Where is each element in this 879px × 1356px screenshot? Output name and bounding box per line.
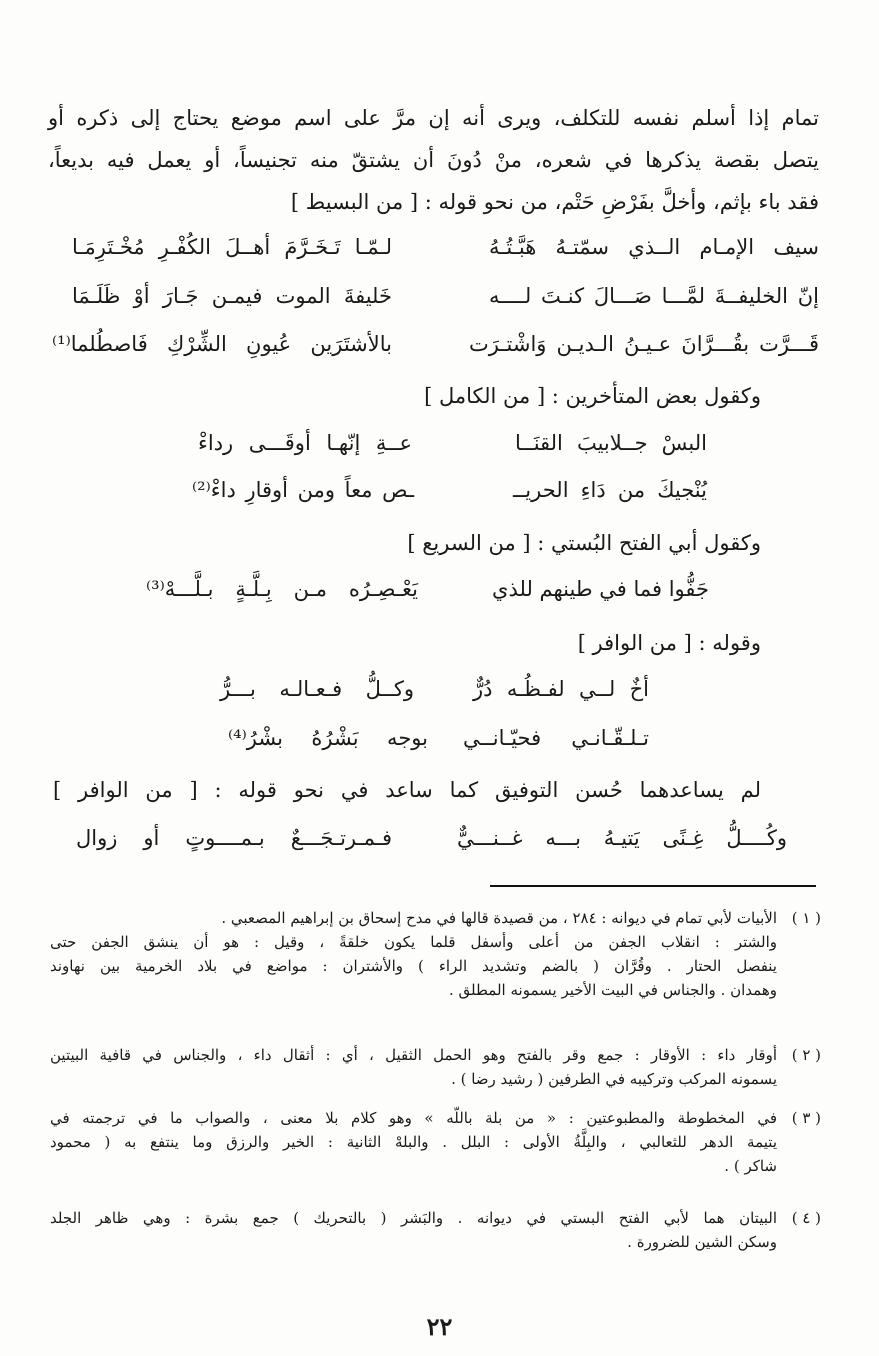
body-line: يتصل بقصة يذكرها في شعره، منْ دُونَ أن يشتقّ منه تجنيساً، أو يعمل فيه بديعاً، xyxy=(48,148,819,172)
verse-first-hemistich: جَفُّوا فما في طينهم للذي xyxy=(492,577,709,601)
footnote-line: ينفصل الحتار . وقُرَّان ( بالضم وتشديد الراء ) والأشتران : مواضع في بلاد الخرمية بين نهاوند xyxy=(50,957,777,975)
footnote-separator xyxy=(490,885,816,887)
verse-second-hemistich: خَليفةَ الموت فيمـن جَـارَ أوْ ظَلَـمَا xyxy=(72,284,392,308)
footnote-line: أوقار داء : الأوقار : جمع وقر بالفتح وهو الحمل الثقيل ، أي : أثقال داء ، والجناس في قافية البيتين xyxy=(50,1046,777,1064)
verse-second-hemistich: بوجه بَشْرُهُ بشْرُ⁽⁴⁾ xyxy=(228,726,428,750)
body-line: تمام إذا أسلم نفسه للتكلف، ويرى أنه إن مرَّ على اسم موضع يحتاج إلى ذكره أو xyxy=(48,106,819,130)
verse-first-hemistich: يُنْجيكَ من دَاءِ الحريــ xyxy=(513,478,707,502)
footnote-line: وهمدان . والجناس في البيت الأخير يسمونه المطلق . xyxy=(448,981,777,999)
footnote-line: شاكر ) . xyxy=(724,1157,777,1175)
verse-first-hemistich: سيف الإمـام الــذي سمّتـهُ هَبَّـتُـهُ xyxy=(489,235,819,259)
poem-intro: وكقول أبي الفتح البُستي : [ من السريع ] xyxy=(407,531,761,555)
verse-second-hemistich: لـمّـا تَـخَـرَّمَ أهــلَ الكُفْـرِ مُخْـتَرِمَـا xyxy=(72,235,392,259)
footnote xyxy=(50,1106,821,1178)
poem-intro: وقوله : [ من الوافر ] xyxy=(577,631,761,655)
verse-second-hemistich: عــةِ إنّهـا أوقَـــى رداءْ xyxy=(198,431,412,455)
footnote-line: الأبيات لأبي تمام في ديوانه : ٢٨٤ ، من قصيدة قالها في مدح إسحاق بن إبراهيم المصعبي . xyxy=(221,909,777,927)
verse-first-hemistich: وكُــــلُّ غِـنًى يَتيـهُ بـــه غــنـــيٌّ xyxy=(457,826,787,850)
footnote-number: ( ١ ) xyxy=(791,909,821,927)
verse-first-hemistich: إنّ الخليفــةَ لمَّـــا صَـــالَ كنـتَ لــــه xyxy=(489,284,819,308)
verse-second-hemistich: ـص معاً ومن أوقارِ داءْ⁽²⁾ xyxy=(192,478,414,502)
footnote-number: ( ٢ ) xyxy=(791,1046,821,1064)
footnote-line: والشتر : انقلاب الجفن من أعلى وأسفل قلما يكون خلقةً ، وقيل : هو أن ينشق الجفن حتى xyxy=(50,933,777,951)
footnote-line: البيتان هما لأبي الفتح البستي في ديوانه . والبَشر ( بالتحريك ) جمع بشرة : وهي ظاهر الجلد xyxy=(50,1209,777,1227)
verse-second-hemistich: بالأشتَرَين عُيونِ الشِّرْكِ فَاصطُلما⁽¹⁾ xyxy=(52,332,392,356)
poem-intro: لم يساعدهما حُسن التوفيق كما ساعد في نحو قوله : [ من الوافر ] xyxy=(53,778,761,802)
verse-first-hemistich: أخٌ لــي لفـظُـه دُرٌّ xyxy=(473,677,649,701)
body-line: فقد باء بإثم، وأخلَّ بفَرْضِ حَتْم، من نحو قوله : [ من البسيط ] xyxy=(290,190,819,214)
verse-first-hemistich: قَـــرَّت بقُـــرَّانَ عـيـنُ الـديـن وَاشْتـرَت xyxy=(469,332,819,356)
verse-first-hemistich: تـلـقّـانـي فحيّـانــي xyxy=(463,726,649,750)
verse-second-hemistich: وكــلُّ فـعـالـه بـــرُّ xyxy=(220,677,414,701)
footnote-line: يتيمة الدهر للثعالبي ، والبِلَّةُ الأولى : البلل . والبلهْ الثانية : الخير والرزق وما ينتفع به ( محمود xyxy=(50,1133,777,1151)
page-number: ٢٢ xyxy=(426,1312,453,1341)
footnote-line: يسمونه المركب وتركيبه في الطرفين ( رشيد رضا ) . xyxy=(451,1070,777,1088)
footnote xyxy=(50,1206,821,1254)
footnote-line: وسكن الشين للضرورة . xyxy=(627,1233,777,1251)
footnote xyxy=(50,1043,821,1091)
footnote xyxy=(50,906,821,1002)
footnote-number: ( ٣ ) xyxy=(791,1109,821,1127)
footnote-line: في المخطوطة والمطبوعتين : « من بلة باللّه » وهو كلام بلا معنى ، والصواب ما في ترجمته في xyxy=(50,1109,777,1127)
poem-intro: وكقول بعض المتأخرين : [ من الكامل ] xyxy=(424,384,761,408)
footnote-number: ( ٤ ) xyxy=(791,1209,821,1227)
verse-second-hemistich: فـمـرتـجَـــعٌ بـمــــوتٍ أو زوال xyxy=(76,826,392,850)
verse-first-hemistich: البسْ جــلابيبَ القنَــا xyxy=(515,431,707,455)
verse-second-hemistich: يَعْـصِـرُه مـن بِـلَّـةٍ بـلَّـــهْ⁽³⁾ xyxy=(146,577,418,601)
